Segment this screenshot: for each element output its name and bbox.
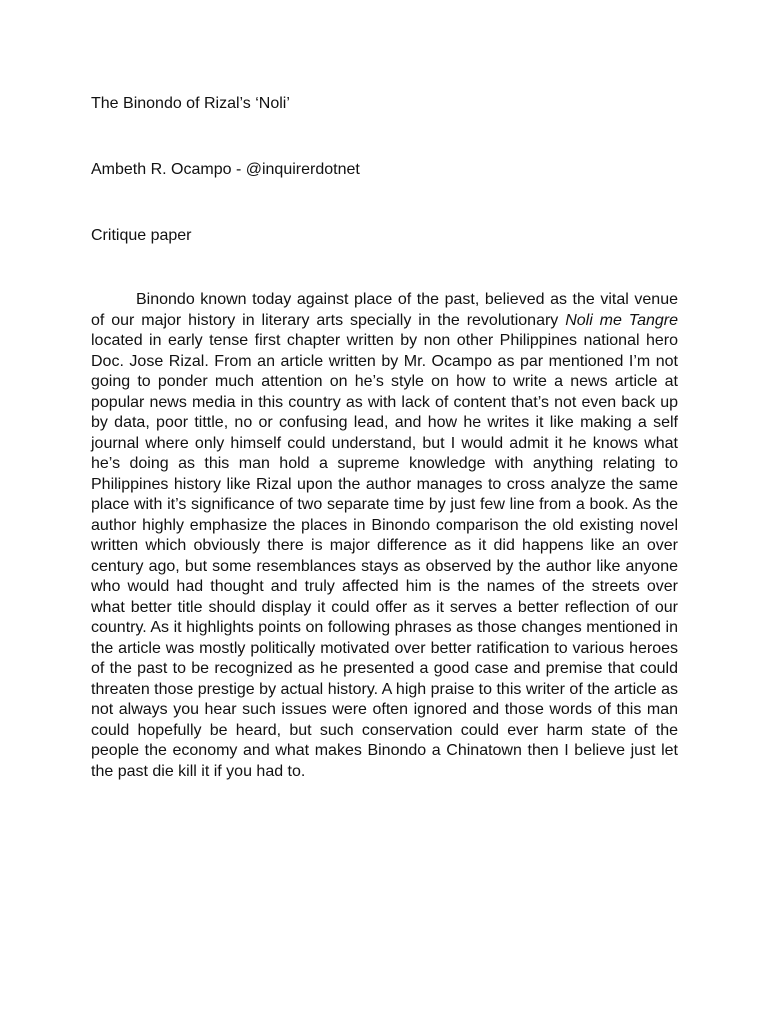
paragraph-text-rest: located in early tense first chapter written by non other Philippines national hero Doc. Jose Rizal. From an article written by Mr. Ocampo as par mentioned I’m not going to ponder much attention on he’s style on how to write a news article at popular news media in this country as with lack of content that’s not even back up by data, poor tittle, no or confusing lead, and how he writes it like making a self journal where only himself could understand, but I would admit it he knows what he’s doing as this man hold a supreme knowledge with anything relating to Philippines history like Rizal upon the author manages to cross analyze the same place with it’s significance of two separate time by just few line from a book. As the author highly emphasize the places in Binondo comparison the old existing novel written which obviously there is major difference as it did happens like an over century ago, but some resemblances stays as observed by the author like anyone who would had thought and truly affected him is the names of the streets over what better title should display it could offer as it serves a better reflection of our country. As it highlights points on following phrases as those changes mentioned in the article was mostly politically motivated over better ratification to various heroes of the past to be recognized as he presented a good case and premise that could threaten those prestige by actual history. A high praise to this writer of the article as not always you hear such issues were often ignored and those words of this man could hopefully be heard, but such conservation could ever harm state of the people the economy and what makes Binondo a Chinatown then I believe just let the past die kill it if you had to. <box>91 332 678 780</box>
paragraph-text-start: Binondo known today against place of the past, believed as the vital venue of our major history in literary arts specially in the revolutionary <box>91 291 678 329</box>
document-title: The Binondo of Rizal’s ‘Noli’ <box>91 95 290 112</box>
novel-title-italic: Noli me Tangre <box>565 311 679 329</box>
critique-paragraph <box>91 290 678 782</box>
author-byline: Ambeth R. Ocampo - @inquirerdotnet <box>91 161 360 178</box>
document-type-label: Critique paper <box>91 227 192 244</box>
